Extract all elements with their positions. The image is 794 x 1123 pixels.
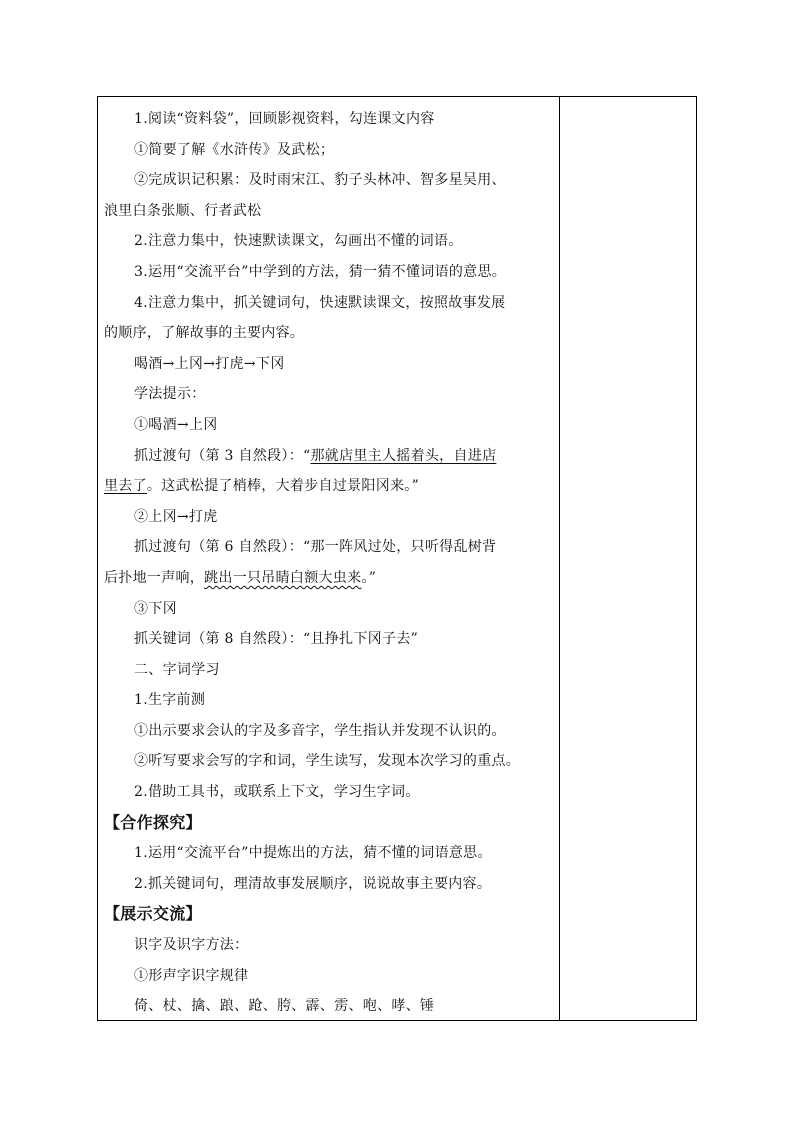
text-line: 4.注意力集中，抓关键词句，快速默读课文，按照故事发展 (134, 294, 506, 311)
text-line: 抓关键词（第 8 自然段）：“且挣扎下冈子去” (134, 631, 419, 648)
wavy-underlined-quote: 跳出一只吊睛白额大虫来 (204, 569, 362, 586)
text-line: ②上冈→打虎 (134, 508, 218, 525)
text-line (104, 441, 558, 472)
section-heading: 二、字词学习 (134, 661, 220, 678)
text-line: ①出示要求会认的字及多音字，学生指认并发现不认识的。 (134, 722, 506, 739)
text-line: 的顺序，了解故事的主要内容。 (104, 325, 305, 342)
underlined-quote: 那就店里主人摇着头，自进店 (310, 447, 497, 464)
underlined-quote: 里去了 (104, 478, 147, 495)
lesson-content-cell (98, 97, 558, 1022)
text-line: 2.注意力集中，快速默读课文，勾画出不懂的词语。 (134, 233, 463, 250)
text-line: 倚、杖、擒、踉、跄、胯、霹、雳、咆、哮、锤 (134, 998, 435, 1015)
section-heading: 【展示交流】 (104, 904, 202, 924)
text-line: 喝酒→上冈→打虎→下冈 (134, 355, 285, 372)
text-line (104, 563, 558, 594)
text-line: ①喝酒→上冈 (134, 416, 218, 433)
text-segment: 。这武松提了梢棒，大着步自过景阳冈来。” (146, 478, 420, 495)
text-line: ②完成识记积累：及时雨宋江、豹子头林冲、智多星吴用、 (134, 172, 506, 189)
text-segment: 后扑地一声响， (104, 569, 205, 586)
text-line: 1.生字前测 (134, 692, 206, 709)
text-line: ①形声字识字规律 (134, 967, 249, 984)
text-line: ②听写要求会写的字和词，学生读写，发现本次学习的重点。 (134, 753, 521, 770)
text-segment: 。” (361, 569, 377, 586)
text-line: 3.运用“交流平台”中学到的方法，猜一猜不懂词语的意思。 (134, 263, 507, 280)
text-line: 识字及识字方法： (134, 937, 249, 954)
text-line: 浪里白条张顺、行者武松 (104, 202, 262, 219)
column-divider (559, 97, 560, 1020)
text-line: 抓过渡句（第 6 自然段）：“那一阵风过处，只听得乱树背 (134, 539, 497, 556)
text-line: 2.借助工具书，或联系上下文，学习生字词。 (134, 784, 420, 801)
section-heading: 【合作探究】 (104, 812, 202, 832)
text-line (104, 471, 558, 502)
text-line: 学法提示： (134, 386, 206, 403)
text-segment: 抓过渡句（第 3 自然段）：“ (134, 447, 311, 464)
text-line: ①简要了解《水浒传》及武松； (134, 141, 335, 158)
text-line: 1.运用“交流平台”中提炼出的方法，猜不懂的词语意思。 (134, 845, 492, 862)
text-line: ③下冈 (134, 600, 177, 617)
text-line: 1.阅读“资料袋”，回顾影视资料，勾连课文内容 (134, 111, 435, 127)
text-line: 2.抓关键词句，理清故事发展顺序，说说故事主要内容。 (134, 875, 492, 892)
lesson-table (97, 96, 697, 1021)
